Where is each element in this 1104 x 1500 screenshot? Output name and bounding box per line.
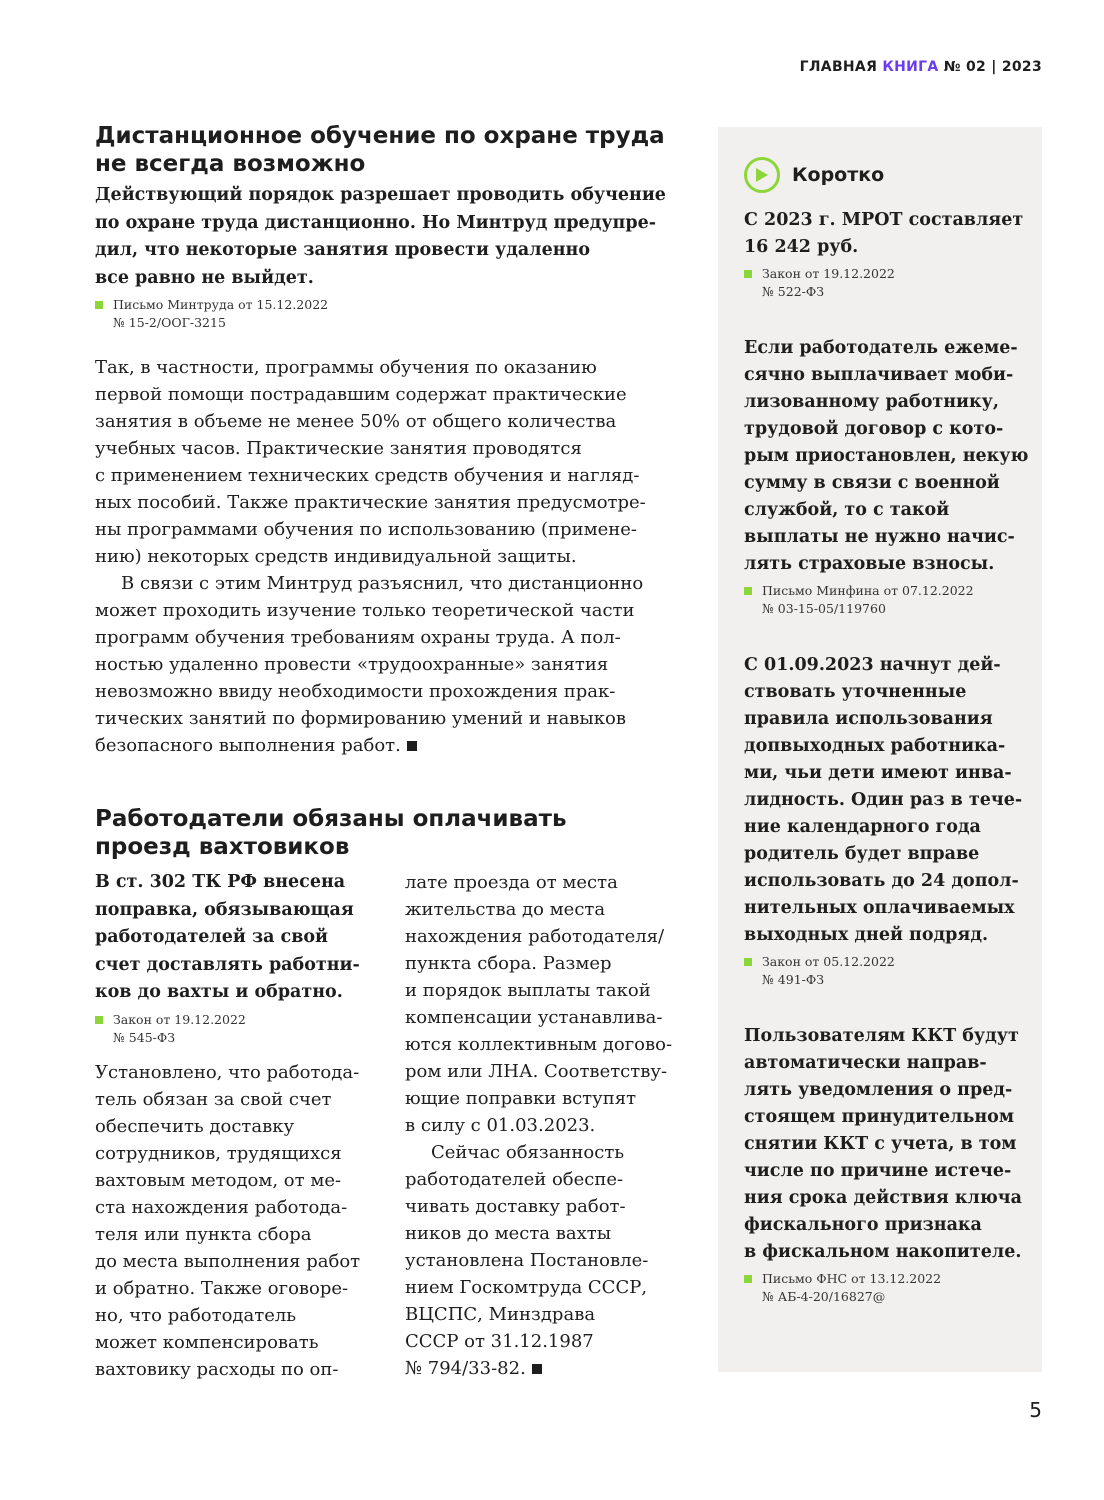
- play-icon: [744, 157, 780, 193]
- article2-right-column: [405, 863, 675, 1383]
- article2-left-column: [95, 863, 365, 1383]
- end-of-article-mark-icon: [407, 741, 417, 751]
- source-marker-icon: [744, 1275, 752, 1283]
- article1-paragraph-1: Так, в частности, программы обучения по оказанию первой помощи пострадавшим содержат практические занятия в объеме не менее 50% от общего количества учебных часов. Практические занятия проводятся с применением технических средств обучения и нагляд- ных пособий. Также практические занятия предусмотре- ны программами обучения по использованию (примене- нию) некоторых средств индивидуальной защиты.: [95, 357, 646, 567]
- article1-source: Письмо Минтруда от 15.12.2022 № 15-2/ООГ-3215: [95, 296, 675, 332]
- sidebar-note: С 2023 г. МРОТ составляет 16 242 руб. Закон от 19.12.2022 № 522-ФЗ: [744, 207, 1029, 301]
- sidebar-note: Пользователям ККТ будут автоматически направ- лять уведомления о пред- стоящем принудительном снятии ККТ с учета, в том числе по причине истече- ния срока действия ключа фискального признака в фискальном накопителе. Письмо ФНС от 13.12.2022 № АБ-4-20/16827@: [744, 1023, 1029, 1306]
- article-distance-learning: [95, 122, 675, 759]
- page-number: 5: [1029, 1398, 1042, 1422]
- sidebar-header: [744, 157, 1029, 193]
- article2-left-body: Установлено, что работода- тель обязан за свой счет обеспечить доставку сотрудников, трудящихся вахтовым методом, от ме- ста нахождения работода- теля или пункта сбора до места выполнения работ и обратно. Также оговоре- но, что работодатель может компенсировать вахтовику расходы по оп-: [95, 1061, 361, 1380]
- article1-title: Дистанционное обучение по охране труда не всегда возможно: [95, 123, 665, 177]
- header-magazine-name: ГЛАВНАЯ: [799, 59, 878, 75]
- sidebar-note-source: Письмо ФНС от 13.12.2022 № АБ-4-20/16827@: [744, 1270, 1029, 1306]
- source-marker-icon: [95, 1016, 103, 1024]
- article-shift-workers: [95, 805, 675, 1383]
- sidebar-note: С 01.09.2023 начнут дей- ствовать уточненные правила использования допвыходных работника- ми, чьи дети имеют инва- лидность. Один раз в тече- ние календарного года родитель будет вправе использовать до 24 допол- нительных оплачиваемых выходных дней подряд. Закон от 05.12.2022 № 491-ФЗ: [744, 652, 1029, 989]
- article1-lead: Действующий порядок разрешает проводить обучение по охране труда дистанционно. Но Минтруд предупре- дил, что некоторые занятия провести удаленно все равно не выйдет.: [95, 185, 666, 288]
- article2-source: Закон от 19.12.2022 № 545-ФЗ: [95, 1011, 365, 1047]
- article2-title: Работодатели обязаны оплачивать проезд вахтовиков: [95, 806, 567, 860]
- sidebar-note-source: Письмо Минфина от 07.12.2022 № 03-15-05/119760: [744, 582, 1029, 618]
- sidebar-note-source: Закон от 05.12.2022 № 491-ФЗ: [744, 953, 1029, 989]
- main-column: [95, 122, 675, 1383]
- article2-lead: В ст. 302 ТК РФ внесена поправка, обязывающая работодателей за свой счет доставлять работни- ков до вахты и обратно.: [95, 872, 360, 1002]
- header-issue: № 02 | 2023: [943, 59, 1042, 75]
- running-header: [800, 59, 1042, 75]
- end-of-article-mark-icon: [532, 1364, 542, 1374]
- source-marker-icon: [744, 587, 752, 595]
- article2-right-paragraph-2: Сейчас обязанность работодателей обеспе- чивать доставку работ- ников до места вахты установлена Постановле- нием Госкомтруда СССР, ВЦСПС, Минздрава СССР от 31.12.1987 № 794/33-82.: [405, 1142, 649, 1379]
- source-marker-icon: [744, 958, 752, 966]
- sidebar-briefly: [718, 127, 1042, 1372]
- sidebar-note-source: Закон от 19.12.2022 № 522-ФЗ: [744, 265, 1029, 301]
- article2-right-paragraph-1: лате проезда от места жительства до места нахождения работодателя/ пункта сбора. Размер и порядок выплаты такой компенсации устанавлива- ются коллективным догово- ром или ЛНА. Соответству- ющие поправки вступят в силу с 01.03.2023.: [405, 872, 673, 1136]
- article1-paragraph-2: В связи с этим Минтруд разъяснил, что дистанционно может проходить изучение только теоретической части программ обучения требованиям охраны труда. А пол- ностью удаленно провести «трудоохранные» занятия невозможно ввиду необходимости прохождения прак- тических занятий по формированию умений и навыков безопасного выполнения работ.: [95, 573, 644, 756]
- source-marker-icon: [744, 270, 752, 278]
- sidebar-note: Если работодатель ежеме- сячно выплачивает моби- лизованному работнику, трудовой договор с кото- рым приостановлен, некую сумму в связи с военной службой, то с такой выплаты не нужно начис- лять страховые взносы. Письмо Минфина от 07.12.2022 № 03-15-05/119760: [744, 338, 1029, 616]
- sidebar-title: Коротко: [792, 164, 885, 186]
- header-magazine-accent: КНИГА: [882, 59, 939, 75]
- source-marker-icon: [95, 301, 103, 309]
